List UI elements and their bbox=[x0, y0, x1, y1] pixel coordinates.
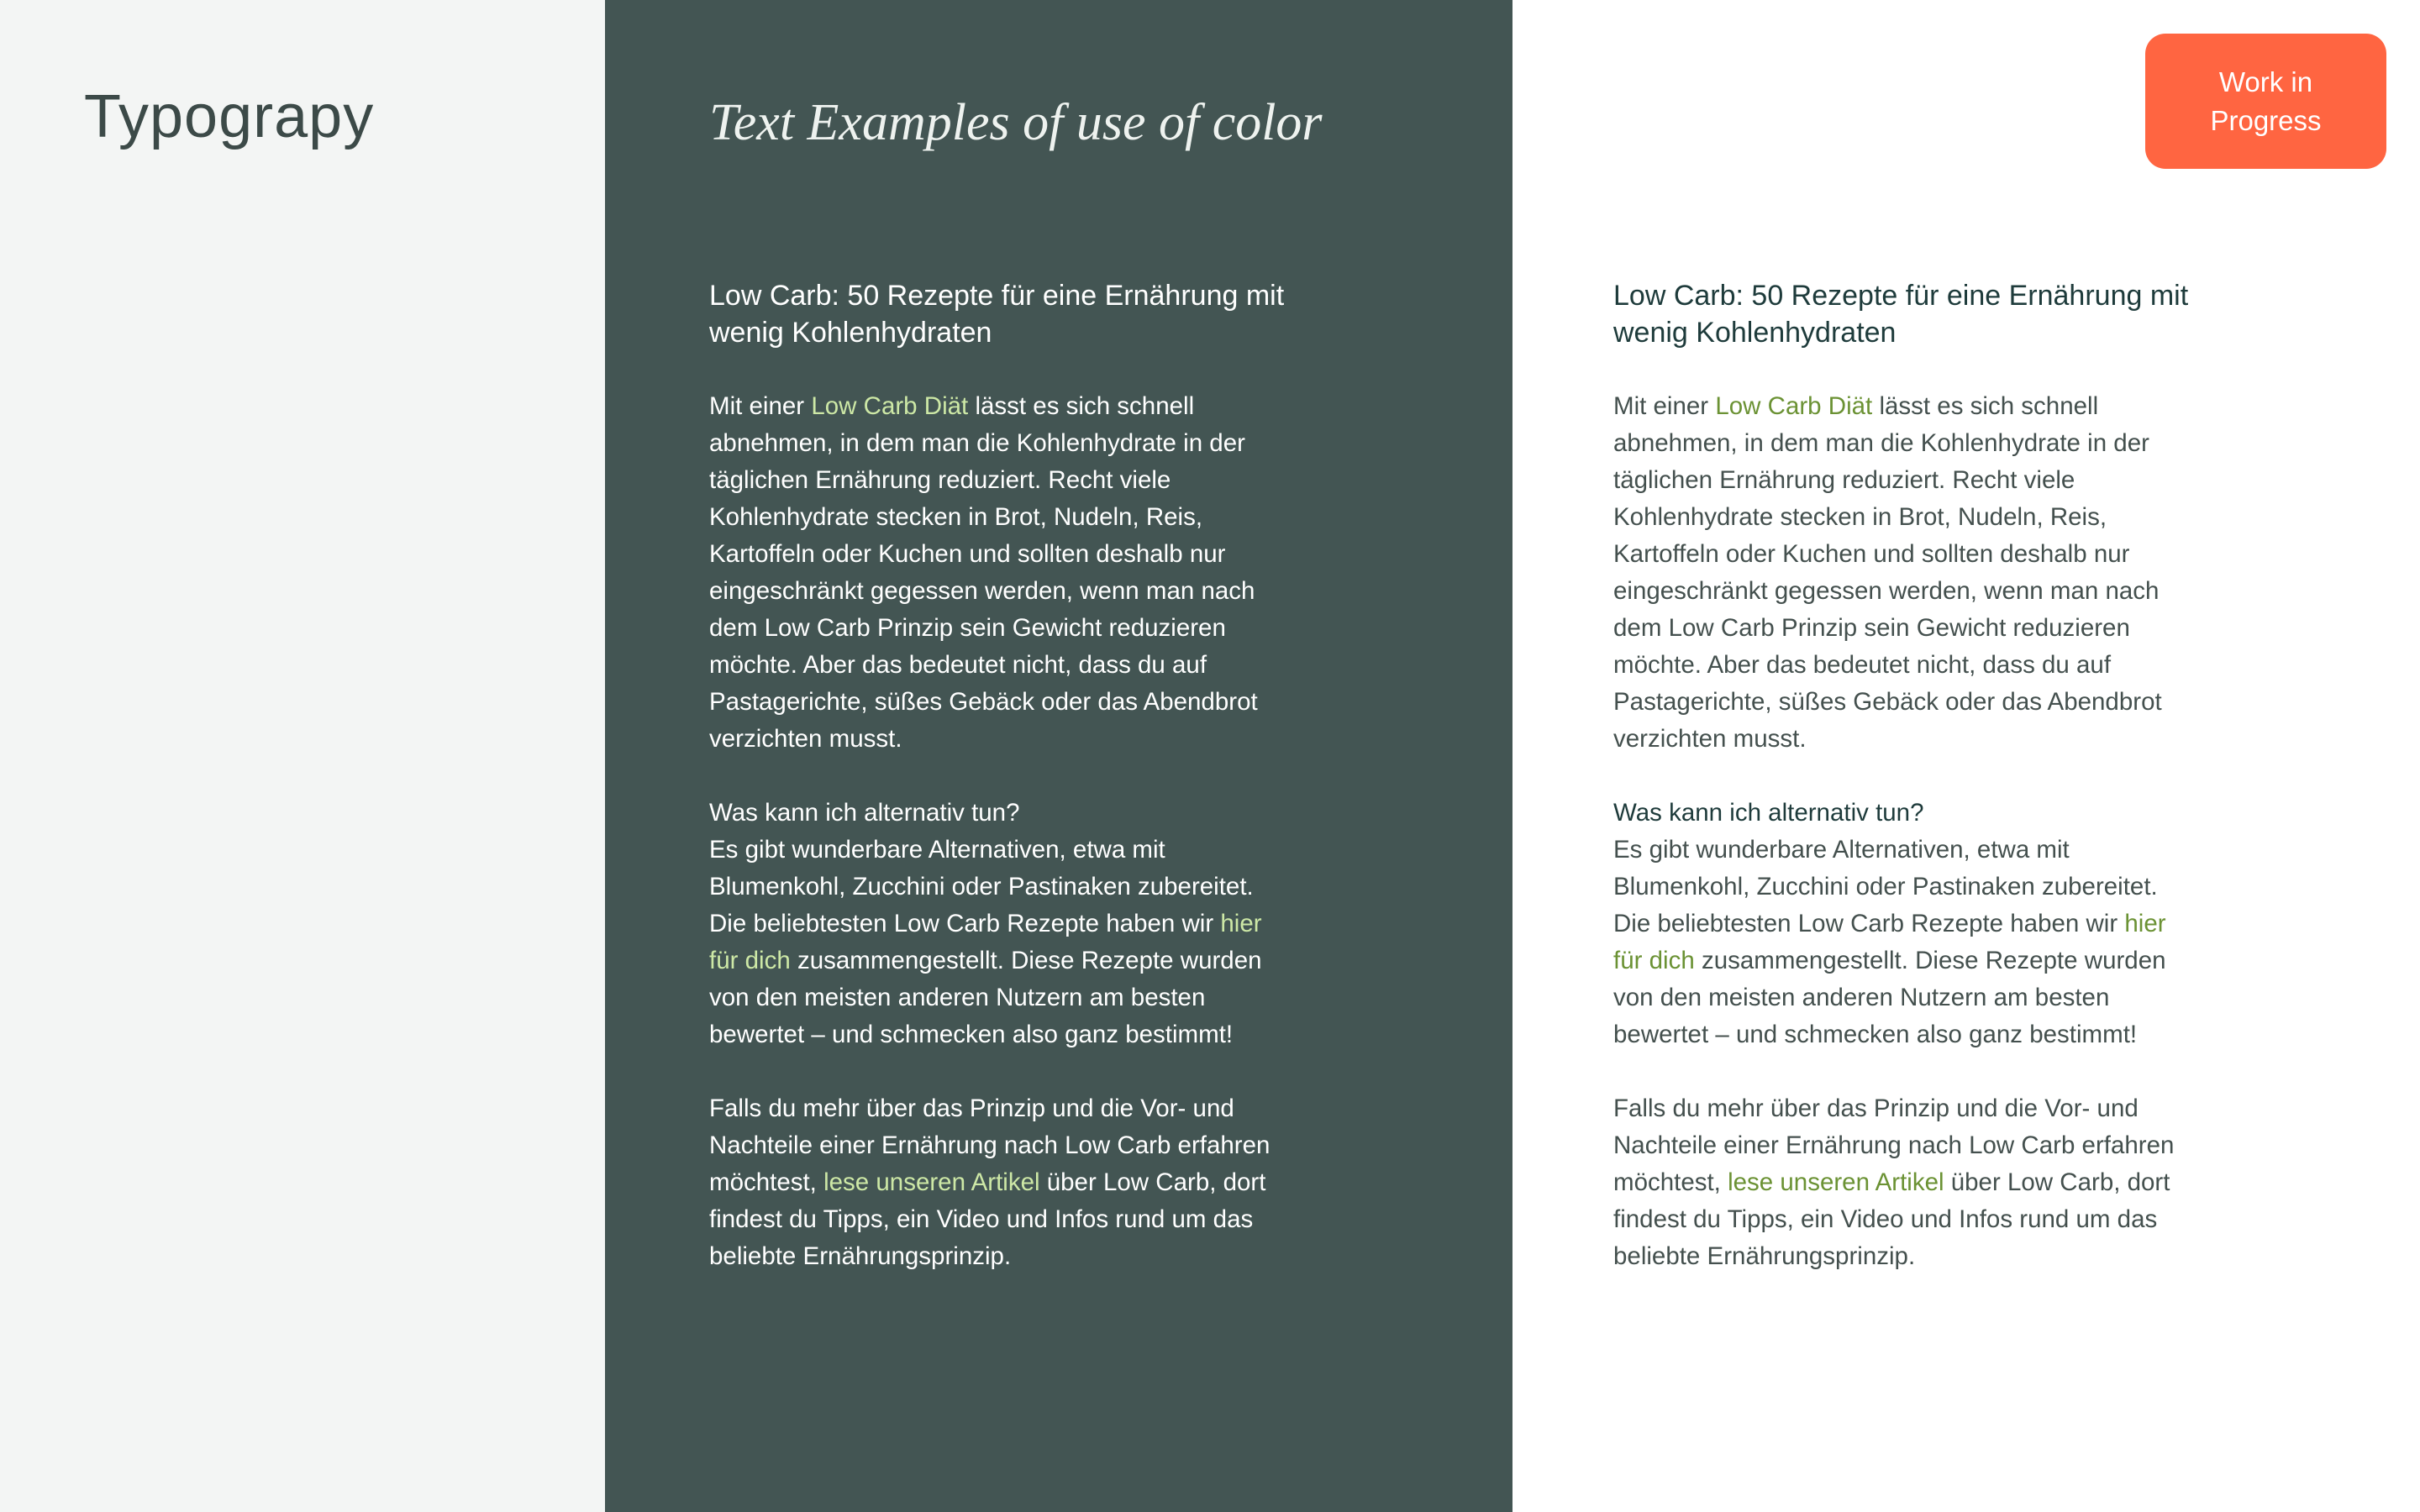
light-example-panel bbox=[1512, 0, 2420, 1512]
dark-article bbox=[709, 277, 1297, 1312]
paragraph-text: Es gibt wunderbare Alternativen, etwa mit Blumenkohl, Zucchini oder Pastinaken zubereitet. Die beliebtesten Low Carb Rezepte haben wir bbox=[709, 836, 1254, 937]
link-hier-fuer-dich[interactable]: hier für dich bbox=[1613, 910, 2166, 974]
article-paragraph bbox=[1613, 795, 2202, 1053]
paragraph-text: lässt es sich schnell abnehmen, in dem man die Kohlenhydrate in der täglichen Ernährung reduziert. Recht viele Kohlenhydrate stecken in Brot, Nudeln, Reis, Kartoffeln oder Kuchen und sollten deshalb nur eingeschränkt gegessen werden, wenn man nach dem Low Carb Prinzip sein Gewicht reduzieren möchte. Aber das bedeutet nicht, dass du auf Pastagerichte, süßes Gebäck oder das Abendbrot verzichten musst. bbox=[709, 392, 1258, 753]
paragraph-text: lässt es sich schnell abnehmen, in dem man die Kohlenhydrate in der täglichen Ernährung reduziert. Recht viele Kohlenhydrate stecken in Brot, Nudeln, Reis, Kartoffeln oder Kuchen und sollten deshalb nur eingeschränkt gegessen werden, wenn man nach dem Low Carb Prinzip sein Gewicht reduzieren möchte. Aber das bedeutet nicht, dass du auf Pastagerichte, süßes Gebäck oder das Abendbrot verzichten musst. bbox=[1613, 392, 2162, 753]
article-heading: Low Carb: 50 Rezepte für eine Ernährung mit wenig Kohlenhydraten bbox=[709, 280, 1285, 349]
article-subheading: Was kann ich alternativ tun? bbox=[1613, 799, 1924, 827]
link-low-carb-diaet[interactable]: Low Carb Diät bbox=[811, 392, 969, 420]
link-lese-unseren-artikel[interactable]: lese unseren Artikel bbox=[1728, 1168, 1944, 1196]
light-article bbox=[1613, 277, 2202, 1312]
paragraph-text: Falls du mehr über das Prinzip und die Vor- und Nachteile einer Ernährung nach Low Carb erfahren möchtest, bbox=[1613, 1095, 2175, 1196]
section-title: Text Examples of use of color bbox=[709, 94, 1323, 151]
article-paragraph bbox=[709, 1090, 1297, 1275]
paragraph-text: zusammengestellt. Diese Rezepte wurden von den meisten anderen Nutzern am besten bewertet – und schmecken also ganz bestimmt! bbox=[709, 947, 1262, 1048]
paragraph-text: zusammengestellt. Diese Rezepte wurden von den meisten anderen Nutzern am besten bewertet – und schmecken also ganz bestimmt! bbox=[1613, 947, 2166, 1048]
work-in-progress-badge: Work in Progress bbox=[2145, 34, 2386, 169]
paragraph-text: Es gibt wunderbare Alternativen, etwa mit Blumenkohl, Zucchini oder Pastinaken zubereitet. Die beliebtesten Low Carb Rezepte haben wir bbox=[1613, 836, 2158, 937]
article-subheading: Was kann ich alternativ tun? bbox=[709, 799, 1020, 827]
dark-example-panel bbox=[605, 0, 1512, 1512]
left-panel bbox=[0, 0, 605, 1512]
article-paragraph bbox=[709, 795, 1297, 1053]
article-heading: Low Carb: 50 Rezepte für eine Ernährung mit wenig Kohlenhydraten bbox=[1613, 280, 2189, 349]
paragraph-text: Mit einer bbox=[1613, 392, 1716, 420]
paragraph-text: Mit einer bbox=[709, 392, 812, 420]
article-paragraph bbox=[709, 388, 1297, 758]
link-hier-fuer-dich[interactable]: hier für dich bbox=[709, 910, 1262, 974]
link-lese-unseren-artikel[interactable]: lese unseren Artikel bbox=[823, 1168, 1040, 1196]
link-low-carb-diaet[interactable]: Low Carb Diät bbox=[1715, 392, 1873, 420]
paragraph-text: über Low Carb, dort findest du Tipps, ein Video und Infos rund um das beliebte Ernährungsprinzip. bbox=[1613, 1168, 2170, 1270]
article-paragraph bbox=[1613, 388, 2202, 758]
page-title: Typograpy bbox=[84, 83, 375, 150]
paragraph-text: über Low Carb, dort findest du Tipps, ein Video und Infos rund um das beliebte Ernährungsprinzip. bbox=[709, 1168, 1266, 1270]
article-paragraph bbox=[1613, 1090, 2202, 1275]
paragraph-text: Falls du mehr über das Prinzip und die Vor- und Nachteile einer Ernährung nach Low Carb erfahren möchtest, bbox=[709, 1095, 1270, 1196]
